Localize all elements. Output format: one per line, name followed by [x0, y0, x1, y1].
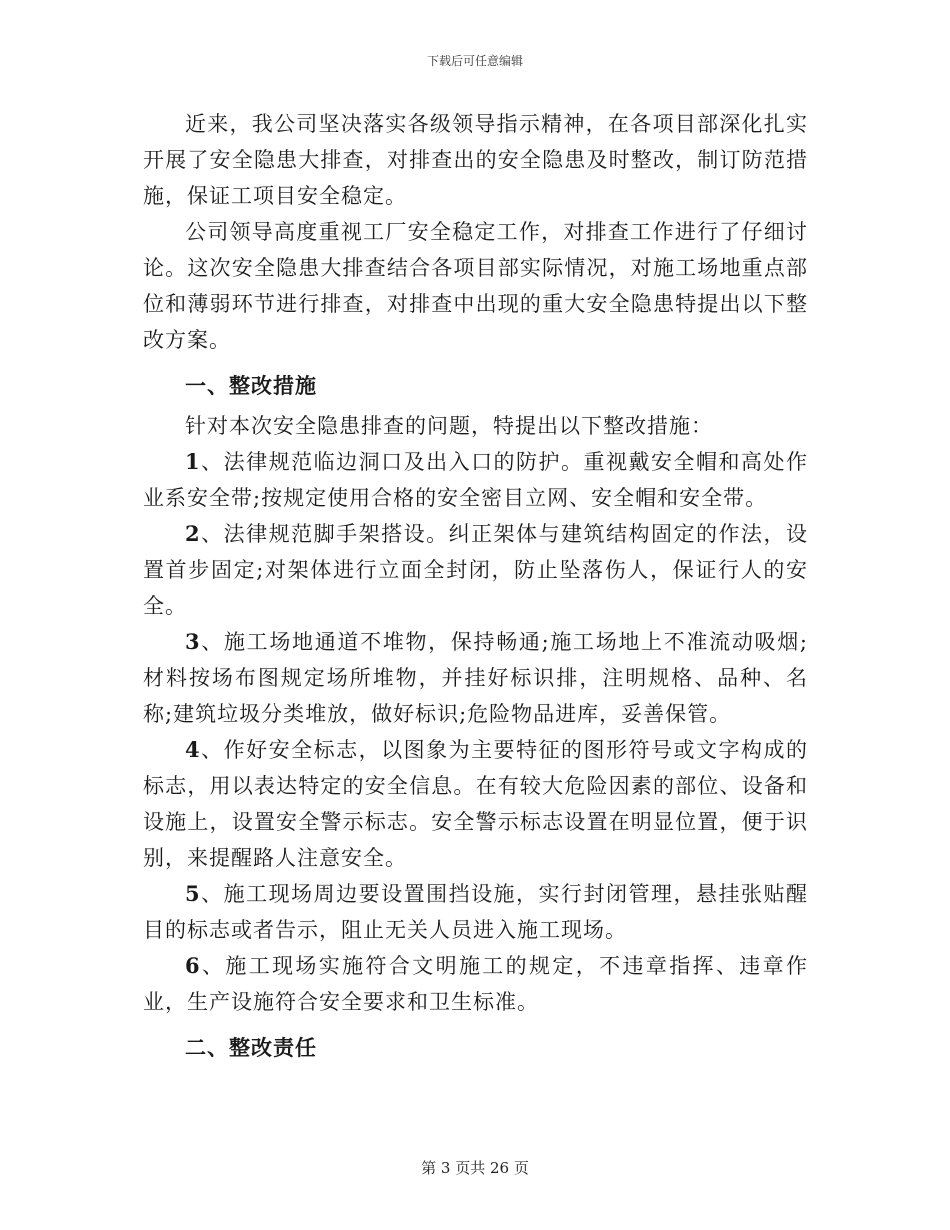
- measure-text: 、施工现场周边要设置围挡设施，实行封闭管理，悬挂张贴醒目的标志或者告示，阻止无关人员进入施工现场。: [143, 882, 808, 942]
- measure-number: 6: [185, 953, 201, 978]
- measure-item: [143, 876, 808, 948]
- page-header-note: 下载后可任意编辑: [426, 54, 523, 68]
- section-heading-measures: 一、整改措施: [185, 373, 317, 398]
- measure-item: [143, 516, 808, 624]
- measure-text: 、作好安全标志，以图象为主要特征的图形符号或文字构成的标志，用以表达特定的安全信息。在有较大危险因素的部位、设备和设施上，设置安全警示标志。安全警示标志设置在明显位置，便于识别，来提醒路人注意安全。: [143, 738, 808, 870]
- measure-text: 、法律规范脚手架搭设。纠正架体与建筑结构固定的作法，设置首步固定;对架体进行立面全封闭，防止坠落伤人，保证行人的安全。: [143, 522, 808, 618]
- document-body: [143, 106, 808, 1070]
- measure-number: 2: [185, 521, 201, 546]
- measure-text: 、施工场地通道不堆物，保持畅通;施工场地上不准流动吸烟;材料按场布图规定场所堆物，并挂好标识排，注明规格、品种、名称;建筑垃圾分类堆放，做好标识;危险物品进库，妥善保管。: [143, 630, 808, 726]
- measure-text: 、法律规范临边洞口及出入口的防护。重视戴安全帽和高处作业系安全带;按规定使用合格的安全密目立网、安全帽和安全带。: [143, 450, 808, 510]
- measure-item: [143, 444, 808, 516]
- measure-text: 、施工现场实施符合文明施工的规定，不违章指挥、违章作业，生产设施符合安全要求和卫生标准。: [143, 954, 808, 1014]
- measure-number: 5: [185, 881, 201, 906]
- measure-number: 3: [185, 629, 201, 654]
- measure-item: [143, 624, 808, 732]
- page-number-footer: 第 3 页共 26 页: [421, 1159, 529, 1177]
- paragraph-intro: 近来，我公司坚决落实各级领导指示精神，在各项目部深化扎实开展了安全隐患大排查，对排查出的安全隐患及时整改，制订防范措施，保证工项目安全稳定。: [143, 112, 808, 208]
- measure-item: [143, 948, 808, 1020]
- measure-item: [143, 732, 808, 876]
- measures-intro: 针对本次安全隐患排查的问题，特提出以下整改措施：: [185, 414, 713, 438]
- measure-number: 1: [185, 449, 201, 474]
- section-heading-responsibility: 二、整改责任: [185, 1035, 317, 1060]
- measure-number: 4: [185, 737, 201, 762]
- paragraph-context: 公司领导高度重视工厂安全稳定工作，对排查工作进行了仔细讨论。这次安全隐患大排查结合各项目部实际情况，对施工场地重点部位和薄弱环节进行排查，对排查中出现的重大安全隐患特提出以下整改方案。: [143, 220, 808, 352]
